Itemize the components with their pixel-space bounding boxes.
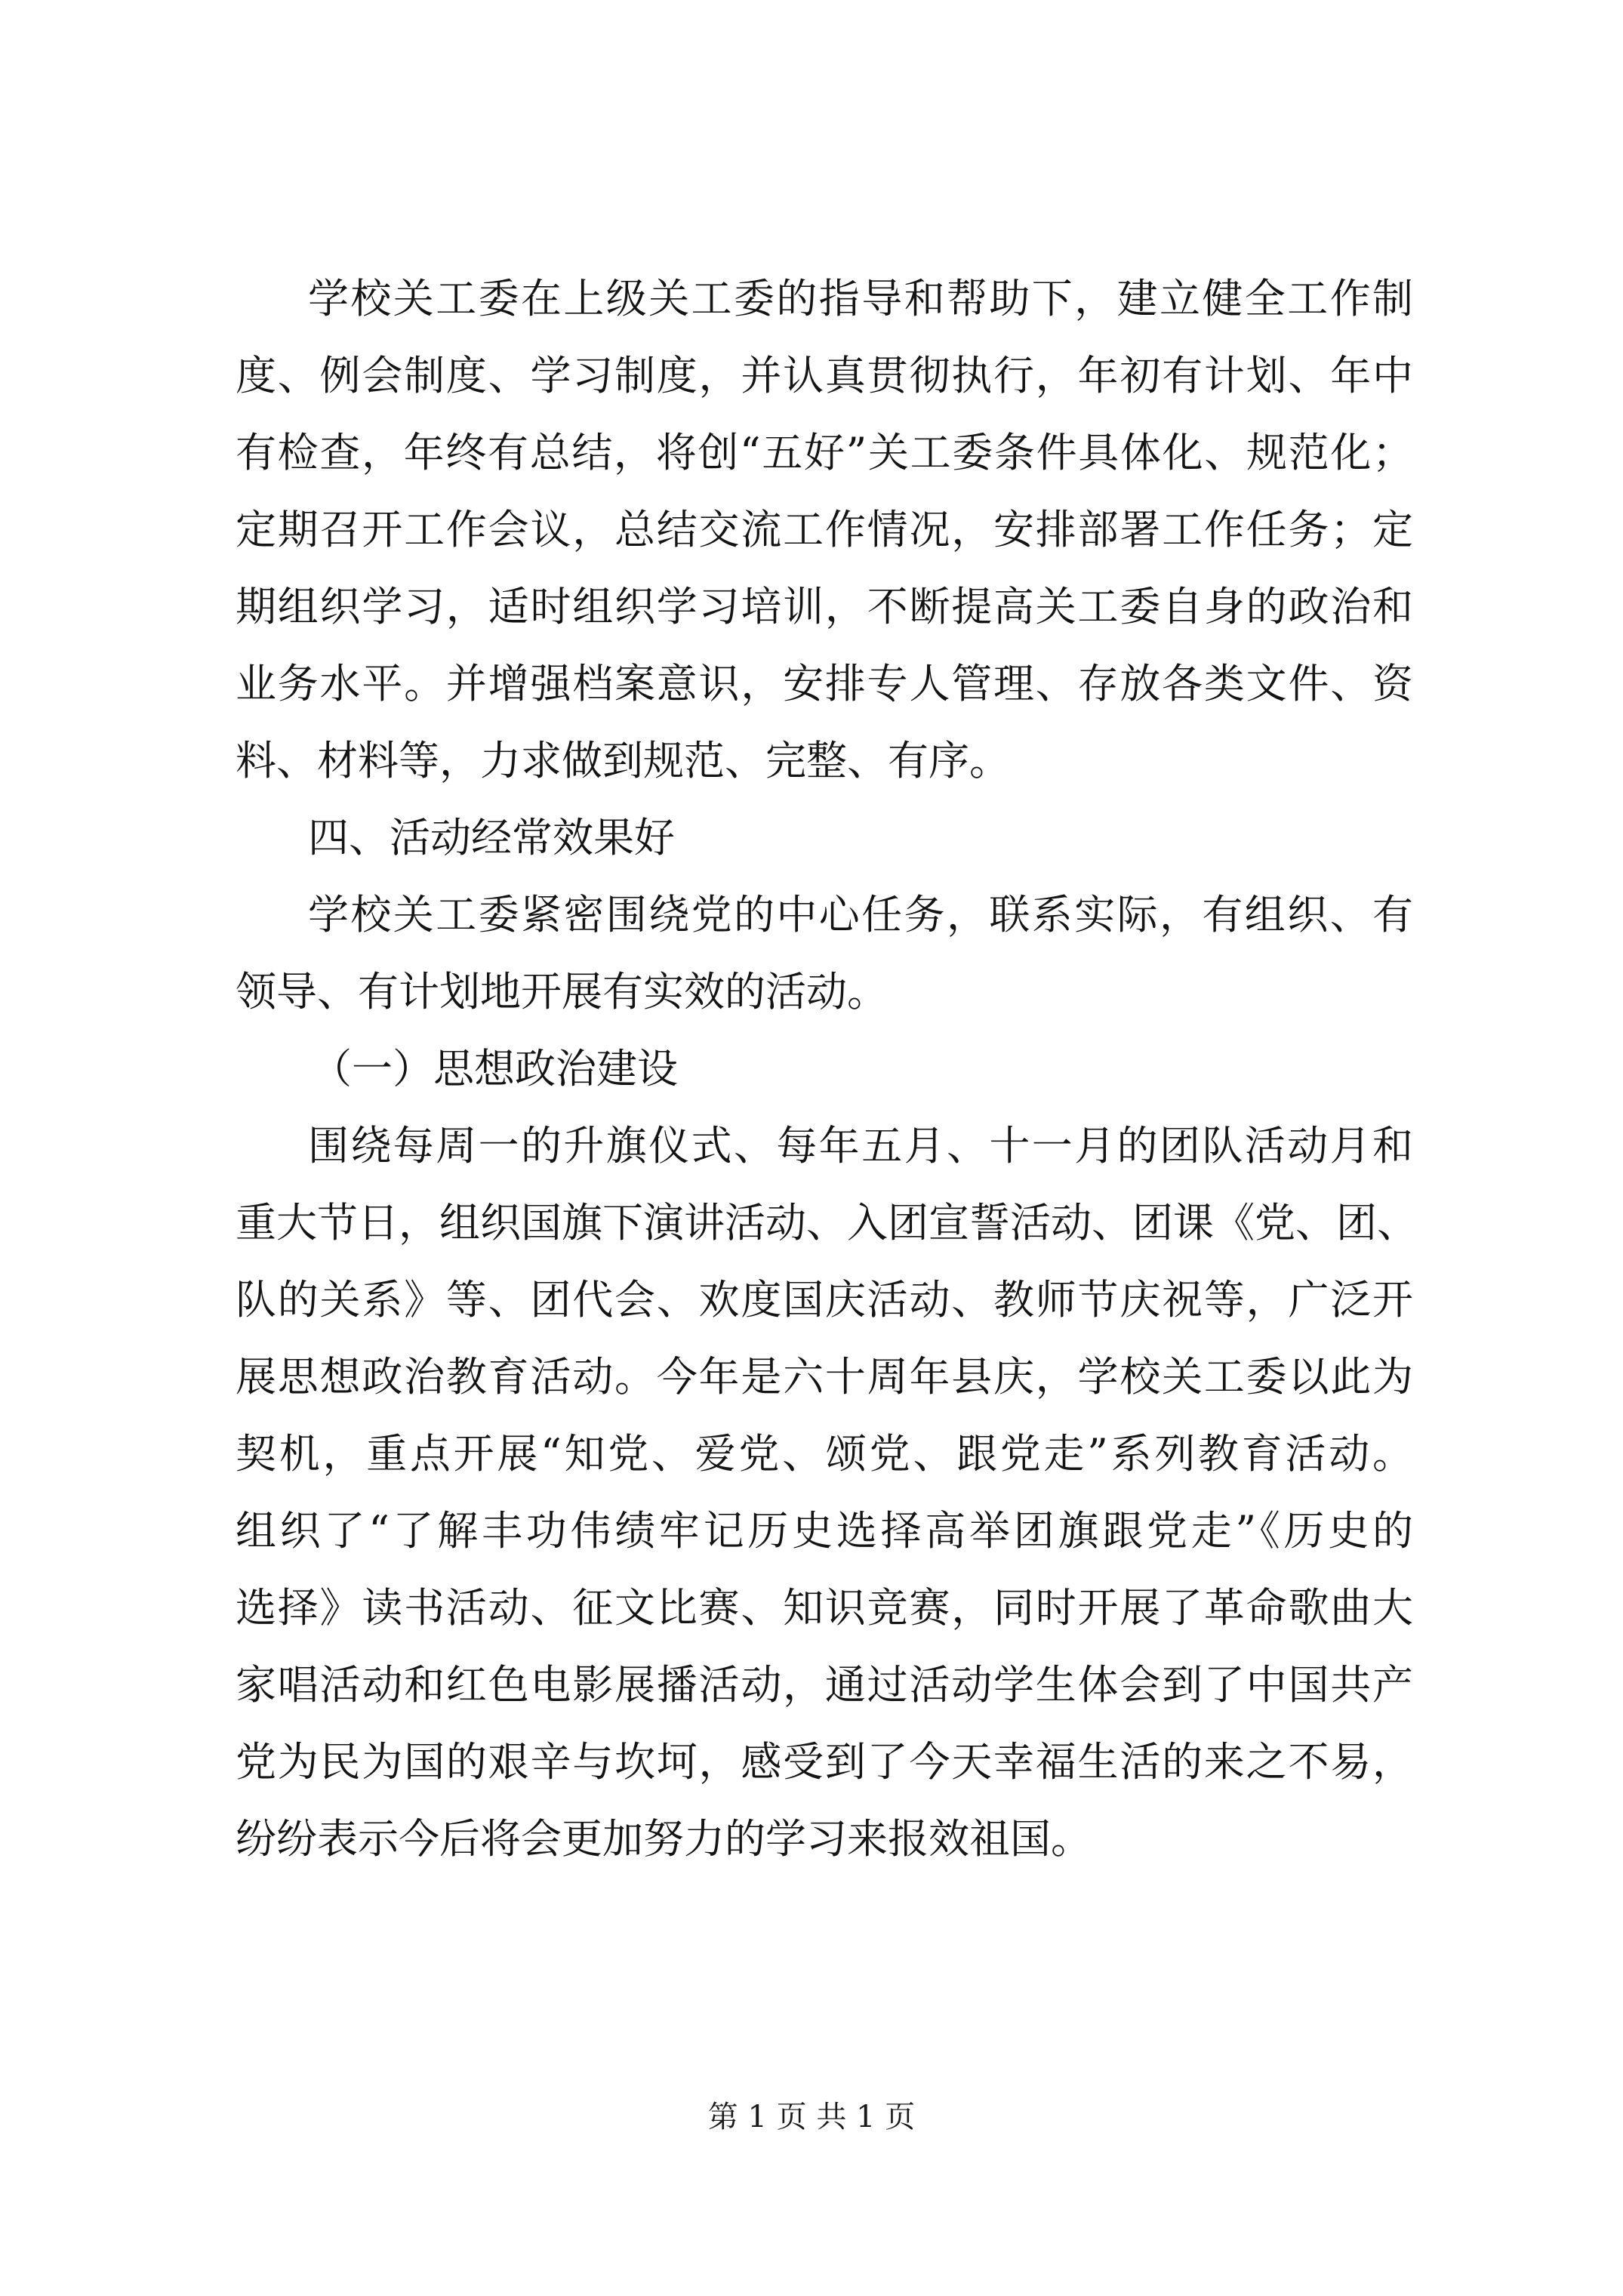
- paragraph-1-line-3: 有检查，年终有总结，将创“五好”关工委条件具体化、规范化；: [236, 429, 1413, 476]
- paragraph-3-line-7: 选择》读书活动、征文比赛、知识竞赛，同时开展了革命歌曲大: [236, 1584, 1413, 1632]
- paragraph-1-line-1: 学校关工委在上级关工委的指导和帮助下，建立健全工作制: [308, 275, 1413, 322]
- paragraph-1-line-7: 料、材料等，力求做到规范、完整、有序。: [236, 737, 1010, 784]
- paragraph-3-line-3: 队的关系》等、团代会、欢度国庆活动、教师节庆祝等，广泛开: [236, 1276, 1413, 1324]
- document-body: [236, 260, 1418, 1878]
- paragraph-3-line-10: 纷纷表示今后将会更加努力的学习来报效祖国。: [236, 1815, 1092, 1863]
- paragraph-2-line-1: 学校关工委紧密围绕党的中心任务，联系实际，有组织、有: [308, 891, 1413, 938]
- paragraph-3-line-2: 重大节日，组织国旗下演讲活动、入团宣誓活动、团课《党、团、: [236, 1199, 1418, 1247]
- paragraph-2-line-2: 领导、有计划地开展有实效的活动。: [236, 968, 888, 1015]
- paragraph-1-line-5: 期组织学习，适时组织学习培训，不断提高关工委自身的政治和: [236, 583, 1413, 630]
- paragraph-1-line-6: 业务水平。并增强档案意识，安排专人管理、存放各类文件、资: [236, 660, 1413, 707]
- paragraph-1-line-4: 定期召开工作会议，总结交流工作情况，安排部署工作任务；定: [236, 506, 1413, 553]
- paragraph-3-line-1: 围绕每周一的升旗仪式、每年五月、十一月的团队活动月和: [308, 1122, 1413, 1170]
- paragraph-1-line-2: 度、例会制度、学习制度，并认真贯彻执行，年初有计划、年中: [236, 352, 1413, 399]
- paragraph-3-line-9: 党为民为国的艰辛与坎坷，感受到了今天幸福生活的来之不易，: [236, 1738, 1413, 1786]
- subsection-heading-1: （一）思想政治建设: [311, 1045, 678, 1093]
- paragraph-3-line-8: 家唱活动和红色电影展播活动，通过活动学生体会到了中国共产: [236, 1661, 1413, 1709]
- page-number-footer: 第 1 页 共 1 页: [707, 2100, 916, 2134]
- paragraph-3-line-6: 组织了“了解丰功伟绩牢记历史选择高举团旗跟党走”《历史的: [236, 1507, 1413, 1555]
- paragraph-3-line-5: 契机，重点开展“知党、爱党、颂党、跟党走”系列教育活动。: [236, 1430, 1413, 1478]
- paragraph-3-line-4: 展思想政治教育活动。今年是六十周年县庆，学校关工委以此为: [236, 1353, 1413, 1401]
- section-heading-4: 四、活动经常效果好: [308, 814, 675, 861]
